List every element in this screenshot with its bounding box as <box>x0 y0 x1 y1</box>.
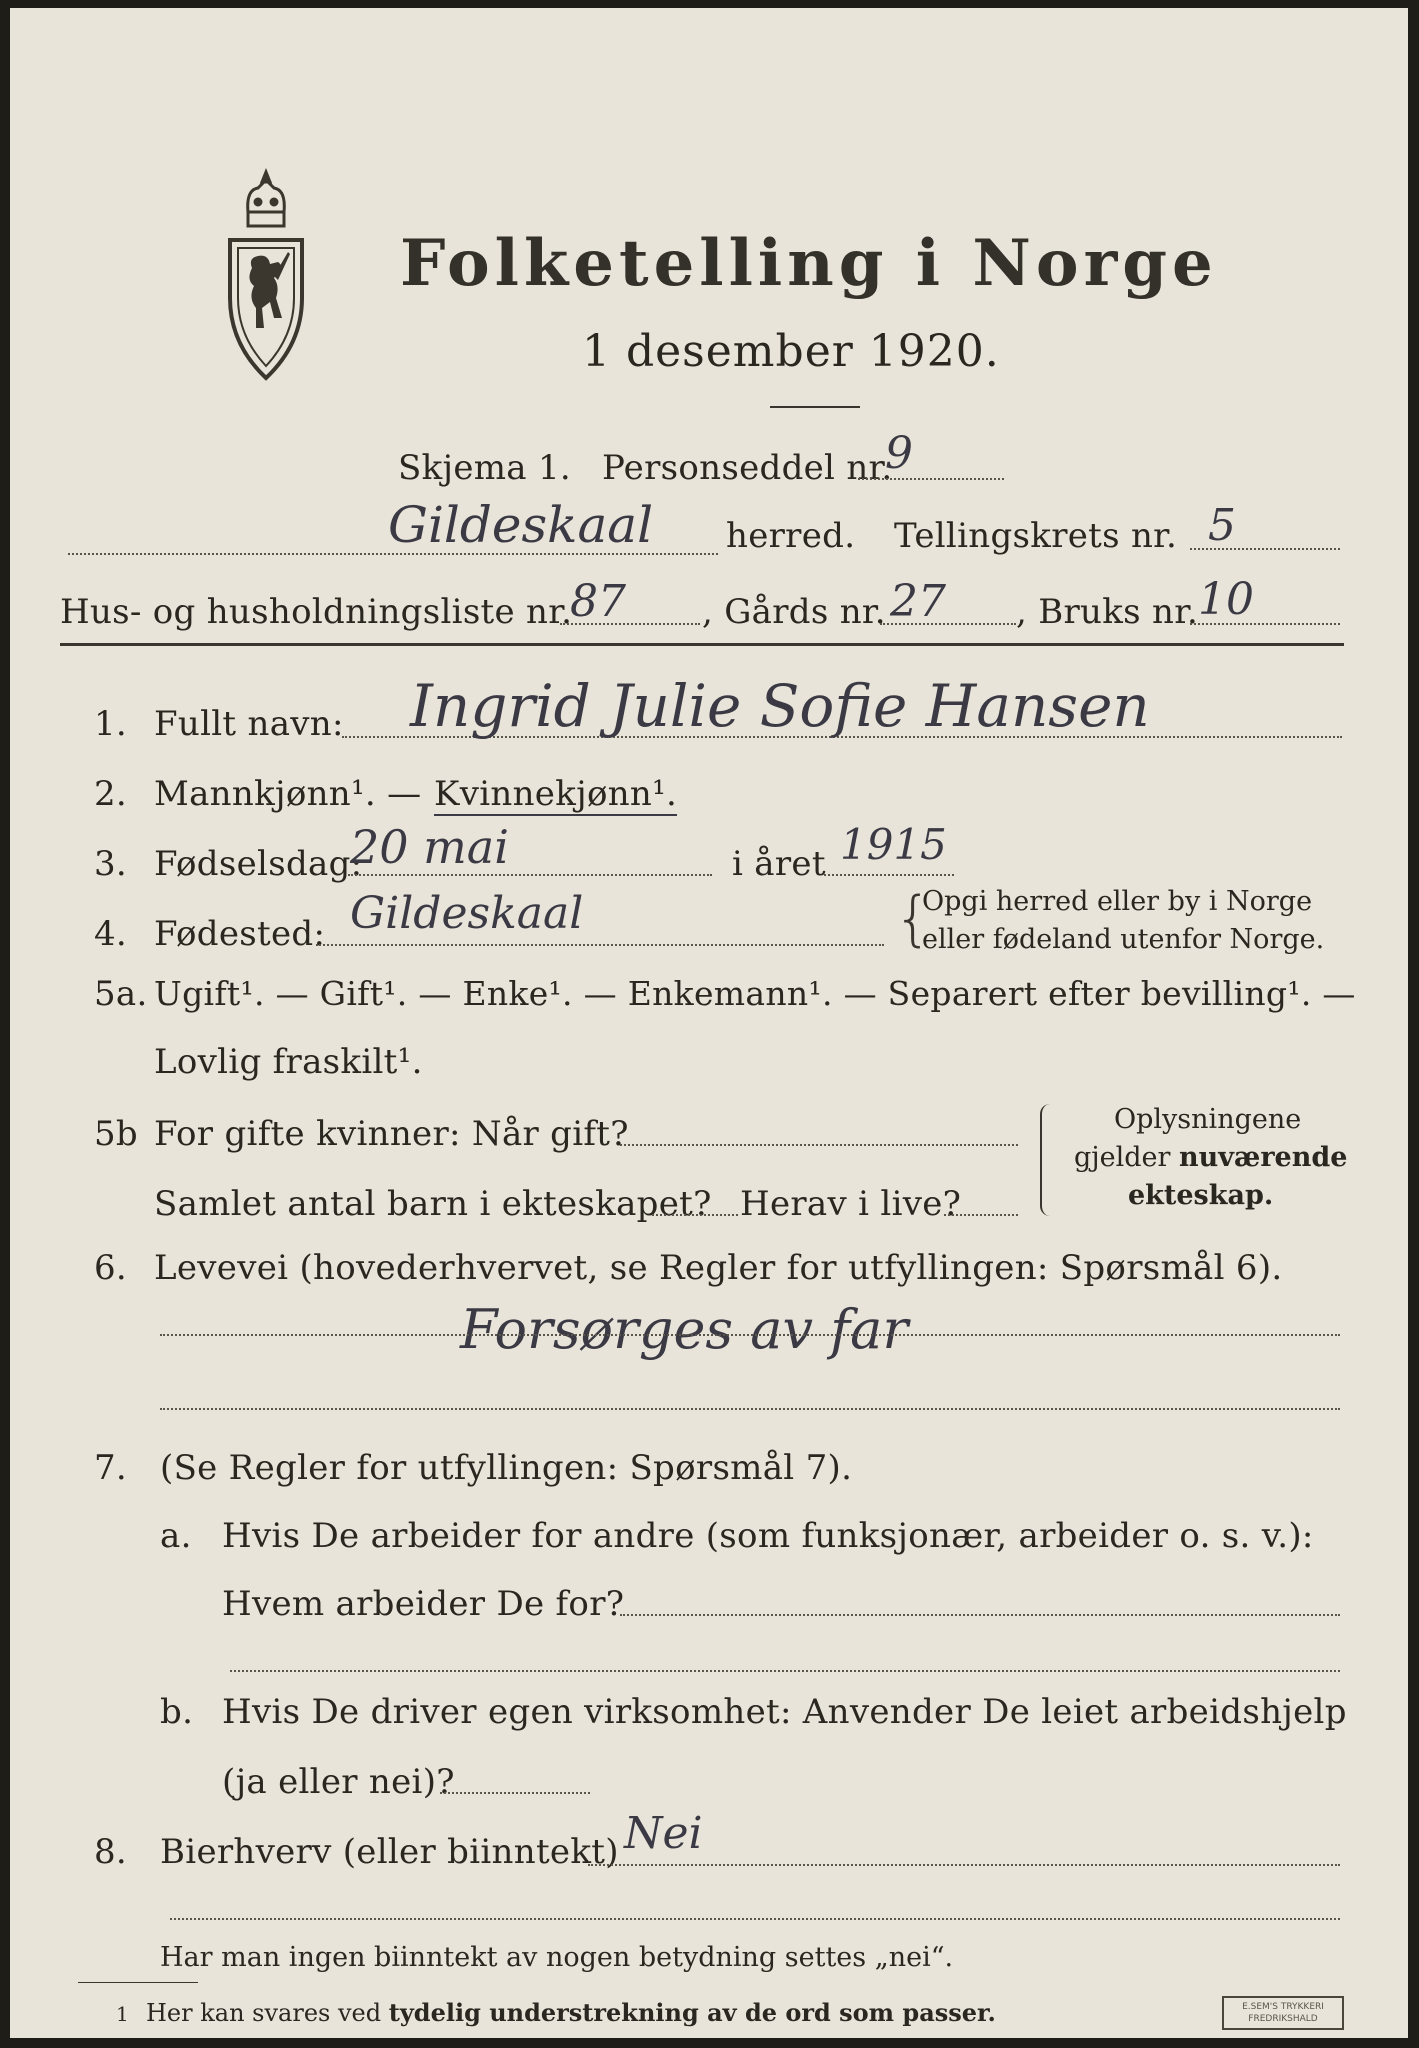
q5b-note-line2 <box>1074 1142 1347 1173</box>
q5b-note-naavaerende: nuværende <box>1179 1142 1348 1173</box>
footnote-text-a: Her kan svares ved <box>146 1999 382 2027</box>
printer-stamp <box>1222 1996 1344 2030</box>
q7a-line2: Hvem arbeider De for? <box>222 1584 625 1624</box>
q3-label: Fødselsdag: <box>154 844 363 884</box>
bruks-label: , Bruks nr. <box>1016 592 1199 632</box>
q7-label: (Se Regler for utfyllingen: Spørsmål 7). <box>160 1448 853 1488</box>
q6-field-line-1 <box>160 1334 1340 1336</box>
q5b-children-field-line <box>652 1214 738 1216</box>
q4-label: Fødested: <box>154 914 326 954</box>
q5a-number: 5a. <box>94 974 148 1014</box>
q7a-letter: a. <box>160 1516 192 1556</box>
herred-field-line <box>68 553 718 555</box>
q5b-married-field-line <box>620 1144 1018 1146</box>
q5b-note-line1: Oplysningene <box>1114 1104 1302 1135</box>
q7-number: 7. <box>94 1448 128 1488</box>
q5b-children-label: Samlet antal barn i ekteskapet? <box>154 1184 712 1224</box>
skjema-label: Skjema 1. <box>398 448 572 488</box>
q5b-number: 5b <box>94 1114 138 1154</box>
printer-stamp-line2: FREDRIKSHALD <box>1248 2014 1318 2024</box>
husholdningsliste-value[interactable]: 87 <box>570 576 626 627</box>
q8-label: Bierhverv (eller biinntekt) <box>160 1832 619 1872</box>
q4-number: 4. <box>94 914 128 954</box>
q5b-note-line3: ekteskap. <box>1128 1180 1274 1211</box>
q3-day-field-line <box>348 874 712 876</box>
q3-year-answer[interactable]: 1915 <box>840 820 947 869</box>
q7b-line1: Hvis De driver egen virksomhet: Anvender De leiet arbeidshjelp <box>222 1692 1347 1732</box>
gards-value[interactable]: 27 <box>890 576 946 627</box>
q7a-field-line-2 <box>230 1670 1340 1672</box>
q4-field-line <box>316 944 884 946</box>
q3-year-label: i året <box>732 844 826 884</box>
herred-value[interactable]: Gildeskaal <box>388 496 654 554</box>
q4-birthplace-answer[interactable]: Gildeskaal <box>350 888 584 939</box>
q2-male-option: Mannkjønn¹. — <box>154 774 422 814</box>
q2-number: 2. <box>94 774 128 814</box>
norwegian-coat-of-arms-icon <box>218 168 314 386</box>
q7a-field-line-1 <box>620 1614 1340 1616</box>
footnote-number: 1 <box>116 2002 129 2026</box>
husholdningsliste-label: Hus- og husholdningsliste nr. <box>60 592 573 632</box>
footnote-text <box>146 1998 996 2027</box>
census-form-page <box>10 8 1408 2038</box>
q3-year-field-line <box>824 874 954 876</box>
q8-number: 8. <box>94 1832 128 1872</box>
q7a-line1: Hvis De arbeider for andre (som funksjonær, arbeider o. s. v.): <box>222 1516 1314 1556</box>
title-divider <box>770 406 860 408</box>
header-rule <box>60 643 1344 646</box>
q1-number: 1. <box>94 704 128 744</box>
footer-note: Har man ingen biinntekt av nogen betydning settes „nei“. <box>160 1942 954 1973</box>
q6-number: 6. <box>94 1248 128 1288</box>
q4-note-line1: Opgi herred eller by i Norge <box>922 886 1313 917</box>
q7b-field-line <box>440 1792 590 1794</box>
gards-label: , Gårds nr. <box>702 592 886 632</box>
q6-label: Levevei (hovederhvervet, se Regler for utfyllingen: Spørsmål 6). <box>154 1248 1283 1288</box>
q5b-note-bracket <box>1040 1104 1056 1216</box>
q5a-options-line1: Ugift¹. — Gift¹. — Enke¹. — Enkemann¹. — Separert efter bevilling¹. — <box>154 974 1356 1013</box>
personseddel-value[interactable]: 9 <box>885 428 913 479</box>
q5b-alive-field-line <box>944 1214 1018 1216</box>
q5b-note-gjelder: gjelder <box>1074 1142 1171 1173</box>
q6-occupation-answer[interactable]: Forsørges av far <box>460 1298 909 1361</box>
q3-birthday-answer[interactable]: 20 mai <box>350 820 509 874</box>
tellingskrets-label: Tellingskrets nr. <box>894 516 1178 556</box>
q5a-options-line2: Lovlig fraskilt¹. <box>154 1042 423 1082</box>
bruks-value[interactable]: 10 <box>1198 574 1254 625</box>
q8-field-line <box>588 1864 1340 1866</box>
census-date: 1 desember 1920. <box>582 326 1000 377</box>
q8-field-line-2 <box>170 1918 1340 1920</box>
tellingskrets-value[interactable]: 5 <box>1208 500 1236 551</box>
personseddel-label: Personseddel nr. <box>602 448 893 488</box>
q7b-letter: b. <box>160 1692 194 1732</box>
q1-full-name-answer[interactable]: Ingrid Julie Sofie Hansen <box>410 672 1150 740</box>
footnote-text-b: tydelig understrekning av de ord som passer. <box>388 1998 996 2027</box>
q8-side-income-answer[interactable]: Nei <box>624 1808 703 1859</box>
printer-stamp-line1: E.SEM'S TRYKKERI <box>1242 2002 1324 2012</box>
form-title: Folketelling i Norge <box>400 226 1218 301</box>
q5b-alive-label: Herav i live? <box>740 1184 962 1224</box>
herred-label: herred. <box>726 516 856 556</box>
q7b-line2: (ja eller nei)? <box>222 1762 455 1802</box>
q6-field-line-2 <box>160 1408 1340 1410</box>
q4-note-brace: { <box>894 884 933 954</box>
q4-note-line2: eller fødeland utenfor Norge. <box>922 924 1325 955</box>
personseddel-field-line <box>858 478 1004 480</box>
q3-number: 3. <box>94 844 128 884</box>
q5b-married-label: For gifte kvinner: Når gift? <box>154 1114 629 1154</box>
footnote-rule <box>78 1982 198 1983</box>
q2-female-option[interactable]: Kvinnekjønn¹. <box>434 774 678 814</box>
q1-label: Fullt navn: <box>154 704 344 744</box>
